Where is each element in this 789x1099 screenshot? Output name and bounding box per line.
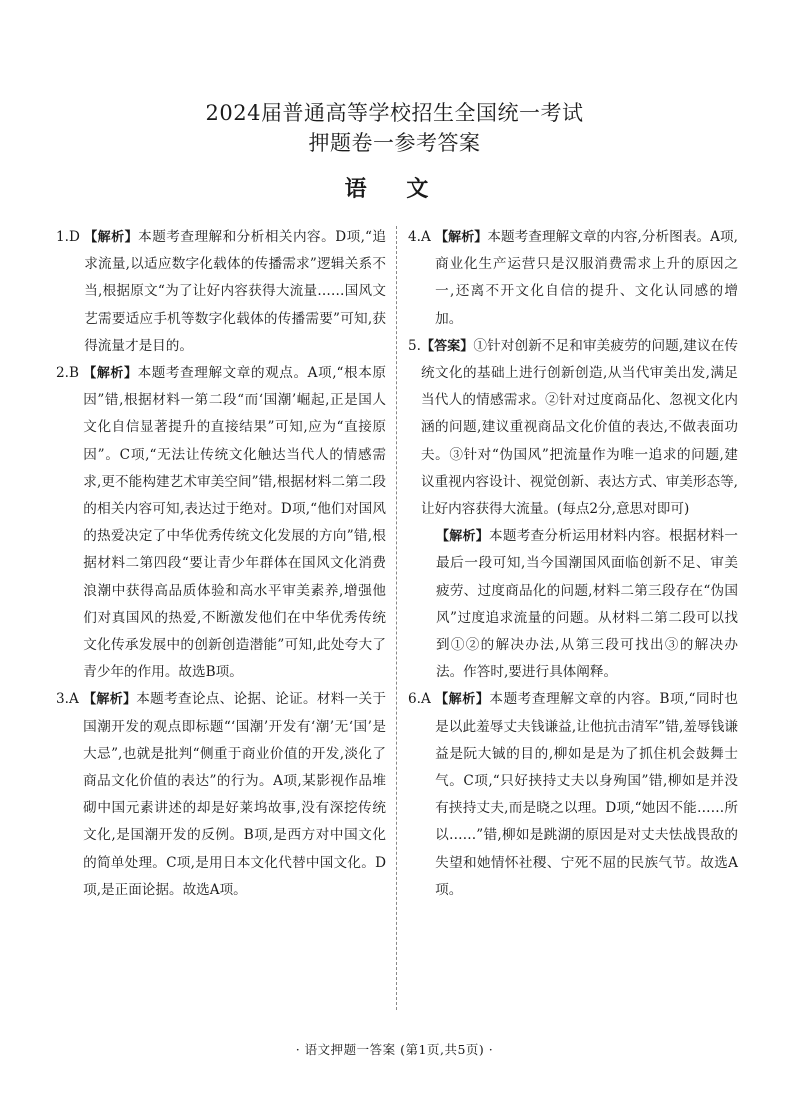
page-footer: · 语文押题一答案 (第1页,共5页) · bbox=[295, 1042, 494, 1057]
analysis-tag: 【解析】 bbox=[435, 230, 488, 245]
analysis-tag: 【解析】 bbox=[83, 366, 138, 382]
answer-number: 1.D bbox=[56, 229, 85, 245]
answer-item-5 bbox=[408, 333, 738, 523]
analysis-tag: 【解析】 bbox=[435, 692, 490, 708]
answer-item-3 bbox=[56, 686, 386, 904]
analysis-text: 本题考查分析运用材料内容。根据材料一最后一段可知,当今国潮国风面临创新不足、审美疲劳、过度商品化的问题,材料二第三段存在“伪国风”过度追求流量的问题。从材料二第二段可以找到①②的解决办法,从第三段可找出③的解决办法。作答时,要进行具体阐释。 bbox=[436, 528, 738, 681]
answer-number: 6.A bbox=[408, 691, 436, 708]
answer-number: 5. bbox=[408, 337, 421, 354]
analysis-tag: 【解析】 bbox=[436, 529, 490, 545]
answer-number: 2.B bbox=[56, 365, 84, 382]
analysis-tag: 【解析】 bbox=[84, 230, 139, 245]
analysis-tag: 【解析】 bbox=[83, 692, 137, 708]
exam-subtitle: 押题卷一参考答案 bbox=[308, 131, 481, 155]
exam-title: 2024届普通高等学校招生全国统一考试 bbox=[205, 101, 584, 125]
answer-item-6 bbox=[408, 686, 738, 904]
title-block bbox=[0, 98, 789, 158]
answer-text: 本题考查理解和分析相关内容。D项,“追求流量,以适应数字化载体的传播需求”逻辑关系不当,根据原文“为了让好内容获得大流量……国风文艺需要适应手机等数字化载体的传播需要”可知,获得流量才是目的。 bbox=[84, 229, 386, 354]
right-column bbox=[408, 224, 738, 904]
answer-item-4 bbox=[408, 224, 738, 333]
answer-tag: 【答案】 bbox=[420, 338, 474, 354]
answer-item-1 bbox=[56, 224, 386, 360]
column-divider bbox=[396, 226, 397, 1010]
subject-heading: 语 文 bbox=[344, 177, 445, 202]
answer-item-5-analysis bbox=[408, 523, 738, 686]
answer-item-2 bbox=[56, 360, 386, 686]
answer-text: 本题考查理解文章的观点。A项,“根本原因”错,根据材料一第二段“而‘国潮’崛起,正是国人文化自信显著提升的直接结果”可知,应为“直接原因”。C项,“无法让传统文化触达当代人的情感需求,更不能构建艺术审美空间”错,根据材料二第二段的相关内容可知,表达过于绝对。D项,“他们对国风的热爱决定了中华优秀传统文化发展的方向”错,根据材料二第四段“要让青少年群体在国风文化消费浪潮中获得高品质体验和高水平审美素养,增强他们对真国风的热爱,不断激发他们在中华优秀传统文化传承发展中的创新创造潜能”可知,此处夸大了青少年的作用。故选B项。 bbox=[83, 365, 386, 681]
answer-number: 4.A bbox=[408, 229, 436, 245]
answer-text: 本题考查理解文章的内容。B项,“同时也是以此羞辱丈夫钱谦益,让他抗击清军”错,羞辱钱谦益是阮大铖的目的,柳如是是为了抓住机会鼓舞士气。C项,“只好挟持丈夫以身殉国”错,柳如是并没有挟持丈夫,而是晓之以理。D项,“她因不能……所以……”错,柳如是跳湖的原因是对丈夫怯战畏敌的失望和她情怀社稷、宁死不屈的民族气节。故选A项。 bbox=[435, 691, 738, 898]
answer-text: ①针对创新不足和审美疲劳的问题,建议在传统文化的基础上进行创新创造,从当代审美出发,满足当代人的情感需求。②针对过度商品化、忽视文化内涵的问题,建议重视商品文化价值的表达,不做表面功夫。③针对“伪国风”把流量作为唯一追求的问题,建议重视内容设计、视觉创新、表达方式、审美形态等,让好内容获得大流量。(每点2分,意思对即可) bbox=[420, 337, 738, 518]
answer-text: 本题考查理解文章的内容,分析图表。A项,商业化生产运营只是汉服消费需求上升的原因之一,还离不开文化自信的提升、文化认同感的增加。 bbox=[435, 229, 738, 327]
left-column bbox=[56, 224, 386, 904]
answer-text: 本题考查论点、论据、论证。材料一关于国潮开发的观点即标题“‘国潮’开发有‘潮’无‘国’是大忌”,也就是批判“侧重于商业价值的开发,淡化了商品文化价值的表达”的行为。A项,某影视作品堆砌中国元素讲述的却是好莱坞故事,没有深挖传统文化,是国潮开发的反例。B项,是西方对中国文化的简单处理。C项,是用日本文化代替中国文化。D项,是正面论据。故选A项。 bbox=[83, 691, 386, 898]
answer-number: 3.A bbox=[56, 691, 84, 708]
